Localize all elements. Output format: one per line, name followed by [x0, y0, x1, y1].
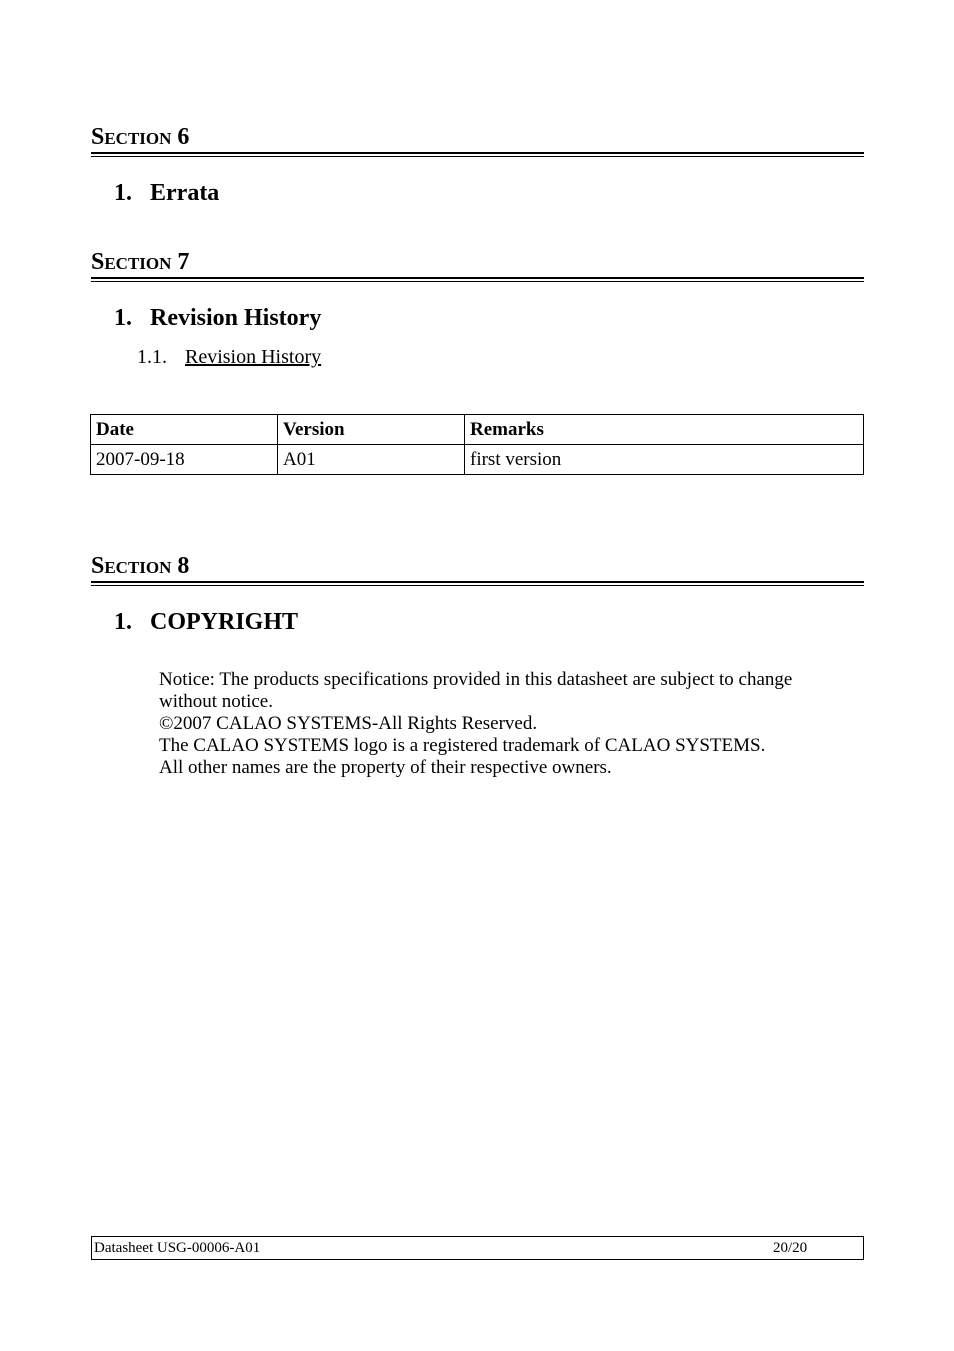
notice-line: ©2007 CALAO SYSTEMS-All Rights Reserved. — [159, 713, 538, 734]
cell-version: A01 — [278, 445, 465, 475]
section-7-title — [91, 249, 864, 275]
footer-document-id: Datasheet USG-00006-A01 — [94, 1240, 261, 1256]
section-rule — [91, 277, 864, 279]
chapter-heading-revision-history — [114, 304, 321, 332]
section-6-header — [91, 124, 864, 157]
chapter-title: Revision History — [150, 305, 322, 331]
section-rule-thin — [91, 585, 864, 586]
page-footer — [91, 1236, 864, 1260]
chapter-number: 1. — [114, 609, 132, 635]
section-number: 7 — [177, 249, 190, 275]
chapter-number: 1. — [114, 305, 132, 331]
revision-history-table — [90, 414, 864, 475]
subsection-title: Revision History — [185, 346, 322, 368]
section-8-header — [91, 553, 864, 586]
section-number: 8 — [177, 553, 190, 579]
cell-remarks: first version — [465, 445, 864, 475]
section-rule-thin — [91, 281, 864, 282]
section-label: Section — [91, 124, 172, 150]
copyright-notice — [159, 669, 839, 779]
table-row — [91, 445, 864, 475]
section-7-header — [91, 249, 864, 282]
notice-line: Notice: The products specifications provided in this datasheet are subject to change without notice. — [159, 669, 793, 712]
section-label: Section — [91, 249, 172, 275]
section-label: Section — [91, 553, 172, 579]
subsection-heading-revision-history — [137, 345, 321, 369]
section-number: 6 — [177, 124, 190, 150]
chapter-heading-errata — [114, 179, 219, 207]
section-rule-thin — [91, 156, 864, 157]
table-header-row — [91, 415, 864, 445]
subsection-number: 1.1. — [137, 346, 167, 368]
cell-date: 2007-09-18 — [91, 445, 278, 475]
header-remarks: Remarks — [465, 415, 864, 445]
section-6-title — [91, 124, 864, 150]
notice-line: The CALAO SYSTEMS logo is a registered trademark of CALAO SYSTEMS. — [159, 735, 766, 756]
chapter-title: COPYRIGHT — [150, 609, 299, 635]
chapter-title: Errata — [150, 180, 220, 206]
header-date: Date — [91, 415, 278, 445]
section-8-title — [91, 553, 864, 579]
section-rule — [91, 581, 864, 583]
chapter-heading-copyright — [114, 608, 298, 636]
chapter-number: 1. — [114, 180, 132, 206]
notice-line: All other names are the property of their respective owners. — [159, 757, 612, 778]
section-rule — [91, 152, 864, 154]
header-version: Version — [278, 415, 465, 445]
footer-page-number: 20/20 — [773, 1240, 808, 1256]
